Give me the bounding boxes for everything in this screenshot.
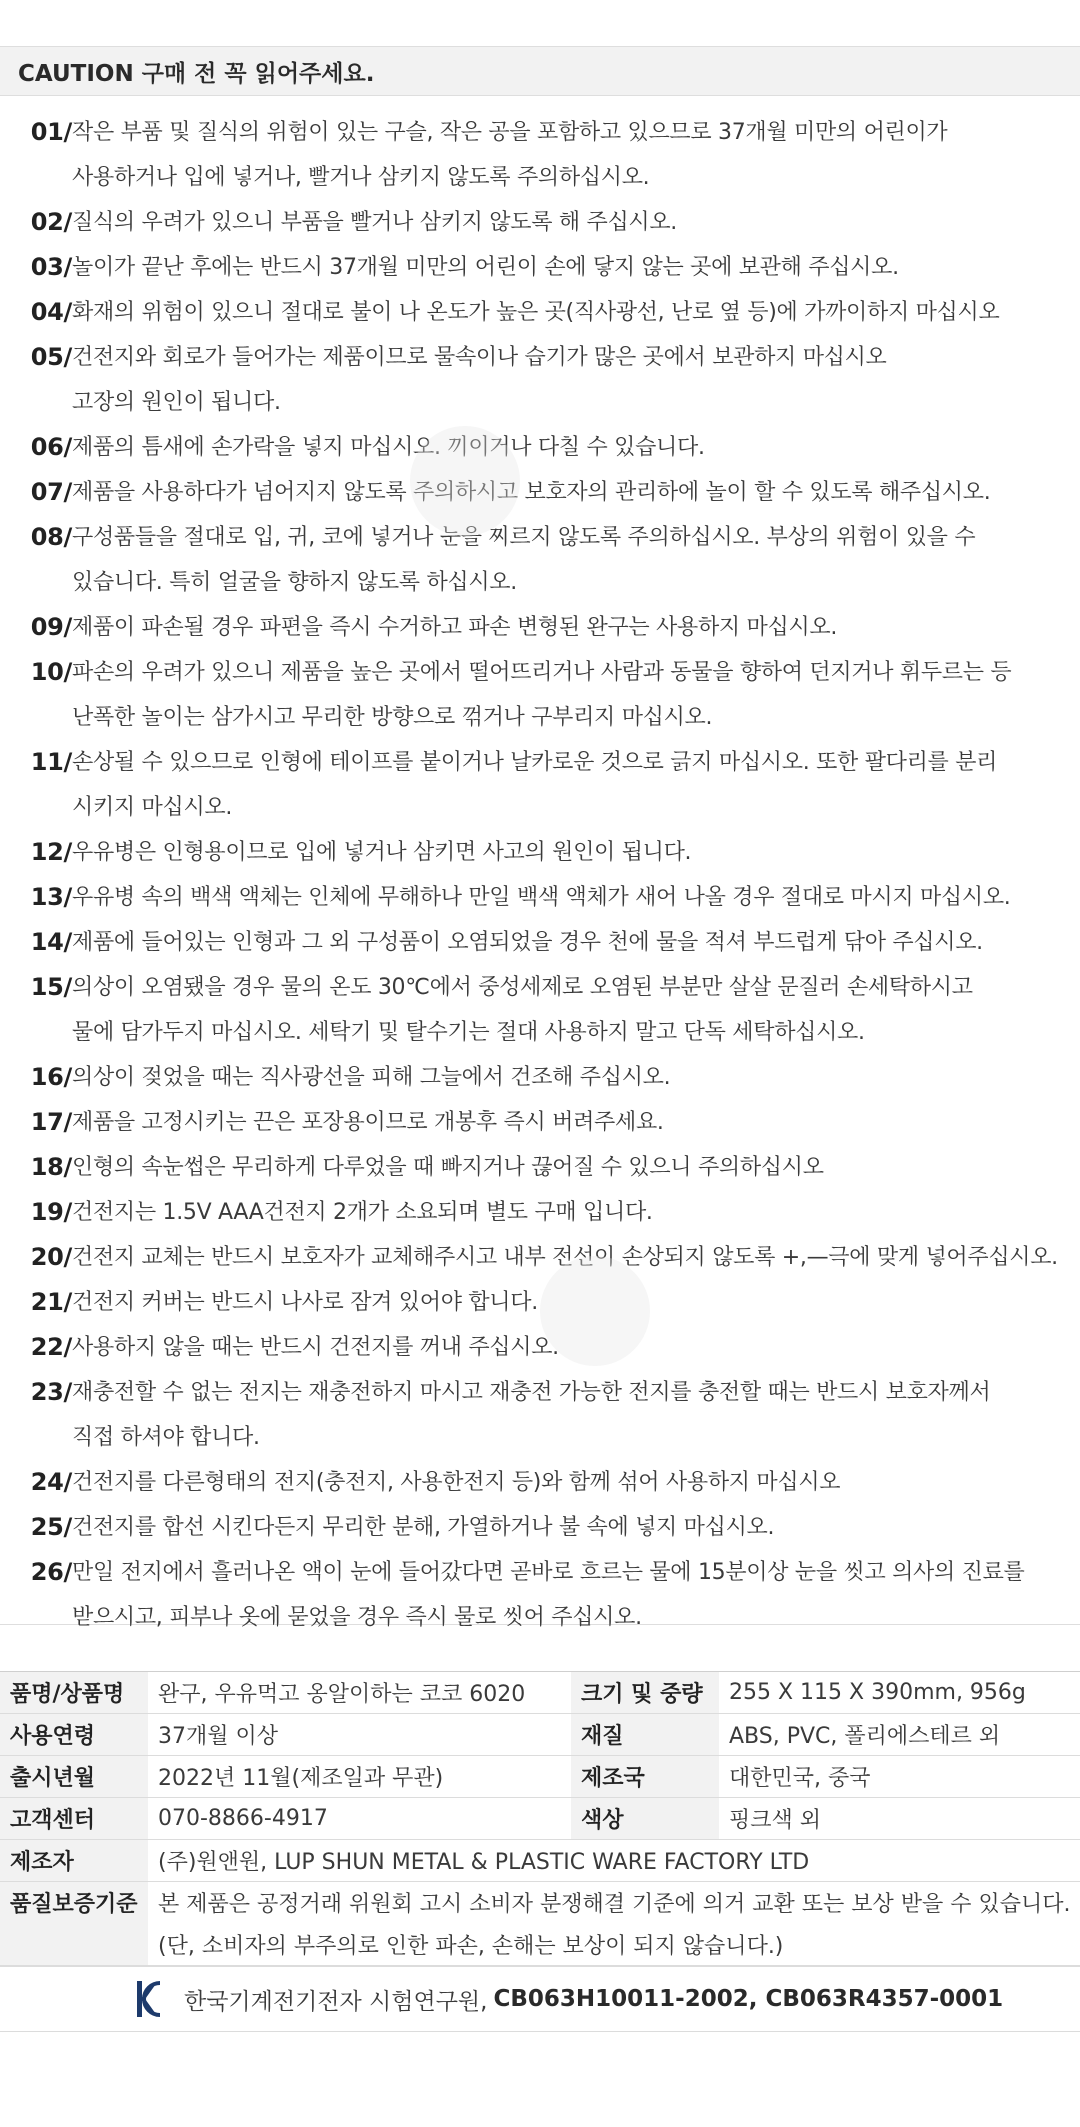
caution-item-line: 직접 하셔야 합니다. <box>72 1425 260 1450</box>
caution-item-line: 의상이 젖었을 때는 직사광선을 피해 그늘에서 건조해 주십시오. <box>72 1065 671 1090</box>
caution-item-text <box>72 740 1080 830</box>
caution-item-text <box>72 1325 1080 1370</box>
caution-item-text <box>72 830 1080 875</box>
table-row-manufacturer <box>0 1840 1080 1882</box>
caution-item-line: 제품의 틈새에 손가락을 넣지 마십시오. 끼이거나 다칠 수 있습니다. <box>72 435 705 460</box>
caution-item-line: 건전지를 다른형태의 전지(충전지, 사용한전지 등)와 함께 섞어 사용하지 마십시오 <box>72 1470 841 1495</box>
caution-item-number: 13/ <box>30 883 72 911</box>
top-spacer <box>0 0 1080 46</box>
caution-item <box>0 470 1080 515</box>
caution-item-line: 제품을 고정시키는 끈은 포장용이므로 개봉후 즉시 버려주세요. <box>72 1110 664 1135</box>
caution-item-line: 건전지와 회로가 들어가는 제품이므로 물속이나 습기가 많은 곳에서 보관하지 마십시오 <box>72 345 887 370</box>
caution-item-line: 물에 담가두지 마십시오. 세탁기 및 탈수기는 절대 사용하지 말고 단독 세탁하십시오. <box>72 1020 865 1045</box>
info-value: ABS, PVC, 폴리에스테르 외 <box>719 1714 1080 1756</box>
caution-item-number: 26/ <box>30 1558 72 1586</box>
caution-item-line: 제품을 사용하다가 넘어지지 않도록 주의하시고 보호자의 관리하에 놀이 할 수 있도록 해주십시오. <box>72 480 991 505</box>
info-value: 070-8866-4917 <box>148 1798 571 1840</box>
caution-item-number: 21/ <box>30 1288 72 1316</box>
caution-item-text <box>72 1460 1080 1505</box>
caution-item-text <box>72 920 1080 965</box>
caution-item-line: 손상될 수 있으므로 인형에 테이프를 붙이거나 날카로운 것으로 긁지 마십시오. 또한 팔다리를 분리 <box>72 750 998 775</box>
caution-item-line: 고장의 원인이 됩니다. <box>72 390 281 415</box>
caution-item-number: 04/ <box>30 298 72 326</box>
manufacturer-label: 제조자 <box>0 1840 148 1882</box>
caution-item <box>0 1235 1080 1280</box>
table-row-warranty <box>0 1882 1080 1924</box>
caution-item-line: 시키지 마십시오. <box>72 795 233 820</box>
caution-item-line: 사용하거나 입에 넣거나, 빨거나 삼키지 않도록 주의하십시오. <box>72 165 650 190</box>
caution-item <box>0 875 1080 920</box>
info-value: 255 X 115 X 390mm, 956g <box>719 1672 1080 1714</box>
info-label: 제조국 <box>571 1756 719 1798</box>
caution-item-text <box>72 1280 1080 1325</box>
caution-item-line: 만일 전지에서 흘러나온 액이 눈에 들어갔다면 곧바로 흐르는 물에 15분이상 눈을 씻고 의사의 진료를 <box>72 1560 1025 1585</box>
caution-item-number: 10/ <box>30 658 72 686</box>
info-value: 2022년 11월(제조일과 무관) <box>148 1756 571 1798</box>
table-row <box>0 1798 1080 1840</box>
info-label: 사용연령 <box>0 1714 148 1756</box>
caution-item-text <box>72 1055 1080 1100</box>
info-label: 고객센터 <box>0 1798 148 1840</box>
caution-item-line: 난폭한 놀이는 삼가시고 무리한 방향으로 꺾거나 구부리지 마십시오. <box>72 705 713 730</box>
caution-item-text <box>72 1505 1080 1550</box>
caution-item <box>0 650 1080 740</box>
table-row <box>0 1714 1080 1756</box>
caution-item-text <box>72 290 1080 335</box>
caution-item-number: 14/ <box>30 928 72 956</box>
caution-item <box>0 110 1080 200</box>
caution-item-line: 화재의 위험이 있으니 절대로 불이 나 온도가 높은 곳(직사광선, 난로 옆 등)에 가까이하지 마십시오 <box>72 300 1000 325</box>
product-info-table <box>0 1671 1080 1966</box>
caution-item-line: 제품이 파손될 경우 파편을 즉시 수거하고 파손 변형된 완구는 사용하지 마십시오. <box>72 615 838 640</box>
caution-item-line: 구성품들을 절대로 입, 귀, 코에 넣거나 눈을 찌르지 않도록 주의하십시오. 부상의 위험이 있을 수 <box>72 525 976 550</box>
caution-item-number: 02/ <box>30 208 72 236</box>
caution-item-number: 03/ <box>30 253 72 281</box>
caution-item <box>0 200 1080 245</box>
caution-item-text <box>72 470 1080 515</box>
caution-item-line: 작은 부품 및 질식의 위험이 있는 구슬, 작은 공을 포함하고 있으므로 37개월 미만의 어린이가 <box>72 120 948 145</box>
caution-item <box>0 1055 1080 1100</box>
caution-item <box>0 245 1080 290</box>
caution-item <box>0 1100 1080 1145</box>
info-value: 완구, 우유먹고 옹알이하는 코코 6020 <box>148 1672 571 1714</box>
caution-item-number: 06/ <box>30 433 72 461</box>
caution-item-line: 건전지는 1.5V AAA건전지 2개가 소요되며 별도 구매 입니다. <box>72 1200 653 1225</box>
warranty-label-cont <box>0 1924 148 1966</box>
caution-item <box>0 290 1080 335</box>
caution-item-number: 16/ <box>30 1063 72 1091</box>
caution-item <box>0 335 1080 425</box>
kc-certification-row <box>0 1966 1080 2032</box>
caution-item-text <box>72 1550 1080 1640</box>
caution-item-text <box>72 200 1080 245</box>
caution-item-text <box>72 1100 1080 1145</box>
caution-item <box>0 605 1080 650</box>
caution-item-line: 질식의 우려가 있으니 부품을 빨거나 삼키지 않도록 해 주십시오. <box>72 210 677 235</box>
caution-item-text <box>72 1145 1080 1190</box>
caution-item-number: 22/ <box>30 1333 72 1361</box>
caution-item-text <box>72 425 1080 470</box>
caution-item-number: 15/ <box>30 973 72 1001</box>
caution-item-line: 우유병은 인형용이므로 입에 넣거나 삼키면 사고의 원인이 됩니다. <box>72 840 692 865</box>
caution-item-number: 17/ <box>30 1108 72 1136</box>
caution-item-text <box>72 335 1080 425</box>
table-row <box>0 1672 1080 1714</box>
caution-item-line: 건전지 커버는 반드시 나사로 잠겨 있어야 합니다. <box>72 1290 538 1315</box>
info-label: 재질 <box>571 1714 719 1756</box>
info-value: 핑크색 외 <box>719 1798 1080 1840</box>
caution-item-line: 의상이 오염됐을 경우 물의 온도 30℃에서 중성세제로 오염된 부분만 살살 문질러 손세탁하시고 <box>72 975 973 1000</box>
caution-list <box>0 96 1080 1630</box>
caution-title: CAUTION 구매 전 꼭 읽어주세요. <box>0 46 1080 96</box>
caution-item <box>0 830 1080 875</box>
table-row <box>0 1756 1080 1798</box>
caution-item-number: 18/ <box>30 1153 72 1181</box>
caution-item-number: 25/ <box>30 1513 72 1541</box>
info-label: 크기 및 중량 <box>571 1672 719 1714</box>
caution-item-line: 인형의 속눈썹은 무리하게 다루었을 때 빠지거나 끊어질 수 있으니 주의하십시오 <box>72 1155 824 1180</box>
caution-item-line: 우유병 속의 백색 액체는 인체에 무해하나 만일 백색 액체가 새어 나올 경우 절대로 마시지 마십시오. <box>72 885 1011 910</box>
caution-item-number: 23/ <box>30 1378 72 1406</box>
caution-item-number: 20/ <box>30 1243 72 1271</box>
caution-item-text <box>72 1190 1080 1235</box>
caution-item-number: 24/ <box>30 1468 72 1496</box>
caution-item <box>0 1370 1080 1460</box>
caution-item-text <box>72 110 1080 200</box>
caution-item-text <box>72 605 1080 650</box>
caution-item-number: 11/ <box>30 748 72 776</box>
caution-item <box>0 740 1080 830</box>
caution-item-text <box>72 515 1080 605</box>
warranty-line-2: (단, 소비자의 부주의로 인한 파손, 손해는 보상이 되지 않습니다.) <box>148 1924 1080 1966</box>
caution-item-text <box>72 245 1080 290</box>
caution-item <box>0 920 1080 965</box>
caution-item-line: 놀이가 끝난 후에는 반드시 37개월 미만의 어린이 손에 닿지 않는 곳에 보관해 주십시오. <box>72 255 899 280</box>
caution-item-line: 제품에 들어있는 인형과 그 외 구성품이 오염되었을 경우 천에 물을 적셔 부드럽게 닦아 주십시오. <box>72 930 983 955</box>
caution-item <box>0 1505 1080 1550</box>
caution-item-text <box>72 965 1080 1055</box>
kc-institute: 한국기계전기전자 시험연구원, <box>184 1988 488 2015</box>
caution-item-line: 있습니다. 특히 얼굴을 향하지 않도록 하십시오. <box>72 570 517 595</box>
caution-item-line: 건전지 교체는 반드시 보호자가 교체해주시고 내부 전선이 손상되지 않도록 +,—극에 맞게 넣어주십시오. <box>72 1245 1058 1270</box>
caution-item-number: 01/ <box>30 118 72 146</box>
caution-item-text <box>72 1235 1080 1280</box>
caution-item <box>0 515 1080 605</box>
caution-item-number: 07/ <box>30 478 72 506</box>
caution-item <box>0 1550 1080 1640</box>
table-row-warranty-cont <box>0 1924 1080 1966</box>
kc-codes: CB063H10011-2002, CB063R4357-0001 <box>493 1986 1004 2012</box>
warranty-line-1: 본 제품은 공정거래 위원회 고시 소비자 분쟁해결 기준에 의거 교환 또는 보상 받을 수 있습니다. <box>158 1892 1071 1918</box>
caution-item-line: 재충전할 수 없는 전지는 재충전하지 마시고 재충전 가능한 전지를 충전할 때는 반드시 보호자께서 <box>72 1380 991 1405</box>
kc-certification-icon <box>136 1979 164 2019</box>
caution-item-text <box>72 650 1080 740</box>
caution-item <box>0 1145 1080 1190</box>
caution-item-text <box>72 1370 1080 1460</box>
info-label: 품명/상품명 <box>0 1672 148 1714</box>
caution-item <box>0 1460 1080 1505</box>
caution-item-number: 12/ <box>30 838 72 866</box>
caution-item-line: 건전지를 합선 시킨다든지 무리한 분해, 가열하거나 불 속에 넣지 마십시오. <box>72 1515 775 1540</box>
info-value: 대한민국, 중국 <box>719 1756 1080 1798</box>
caution-item-number: 05/ <box>30 343 72 371</box>
caution-item-text <box>72 875 1080 920</box>
caution-item-number: 19/ <box>30 1198 72 1226</box>
caution-item <box>0 1280 1080 1325</box>
caution-item <box>0 965 1080 1055</box>
info-value: 37개월 이상 <box>148 1714 571 1756</box>
caution-item <box>0 1325 1080 1370</box>
info-label: 색상 <box>571 1798 719 1840</box>
caution-item-line: 사용하지 않을 때는 반드시 건전지를 꺼내 주십시오. <box>72 1335 559 1360</box>
info-label: 출시년월 <box>0 1756 148 1798</box>
manufacturer-value: (주)원앤원, LUP SHUN METAL & PLASTIC WARE FACTORY LTD <box>148 1840 1080 1882</box>
caution-item <box>0 1190 1080 1235</box>
caution-item-number: 09/ <box>30 613 72 641</box>
caution-item-line: 받으시고, 피부나 옷에 묻었을 경우 즉시 물로 씻어 주십시오. <box>72 1605 642 1630</box>
caution-item-number: 08/ <box>30 523 72 551</box>
caution-item-line: 파손의 우려가 있으니 제품을 높은 곳에서 떨어뜨리거나 사람과 동물을 향하여 던지거나 휘두르는 등 <box>72 660 1012 685</box>
caution-item <box>0 425 1080 470</box>
warranty-label: 품질보증기준 <box>0 1882 148 1924</box>
